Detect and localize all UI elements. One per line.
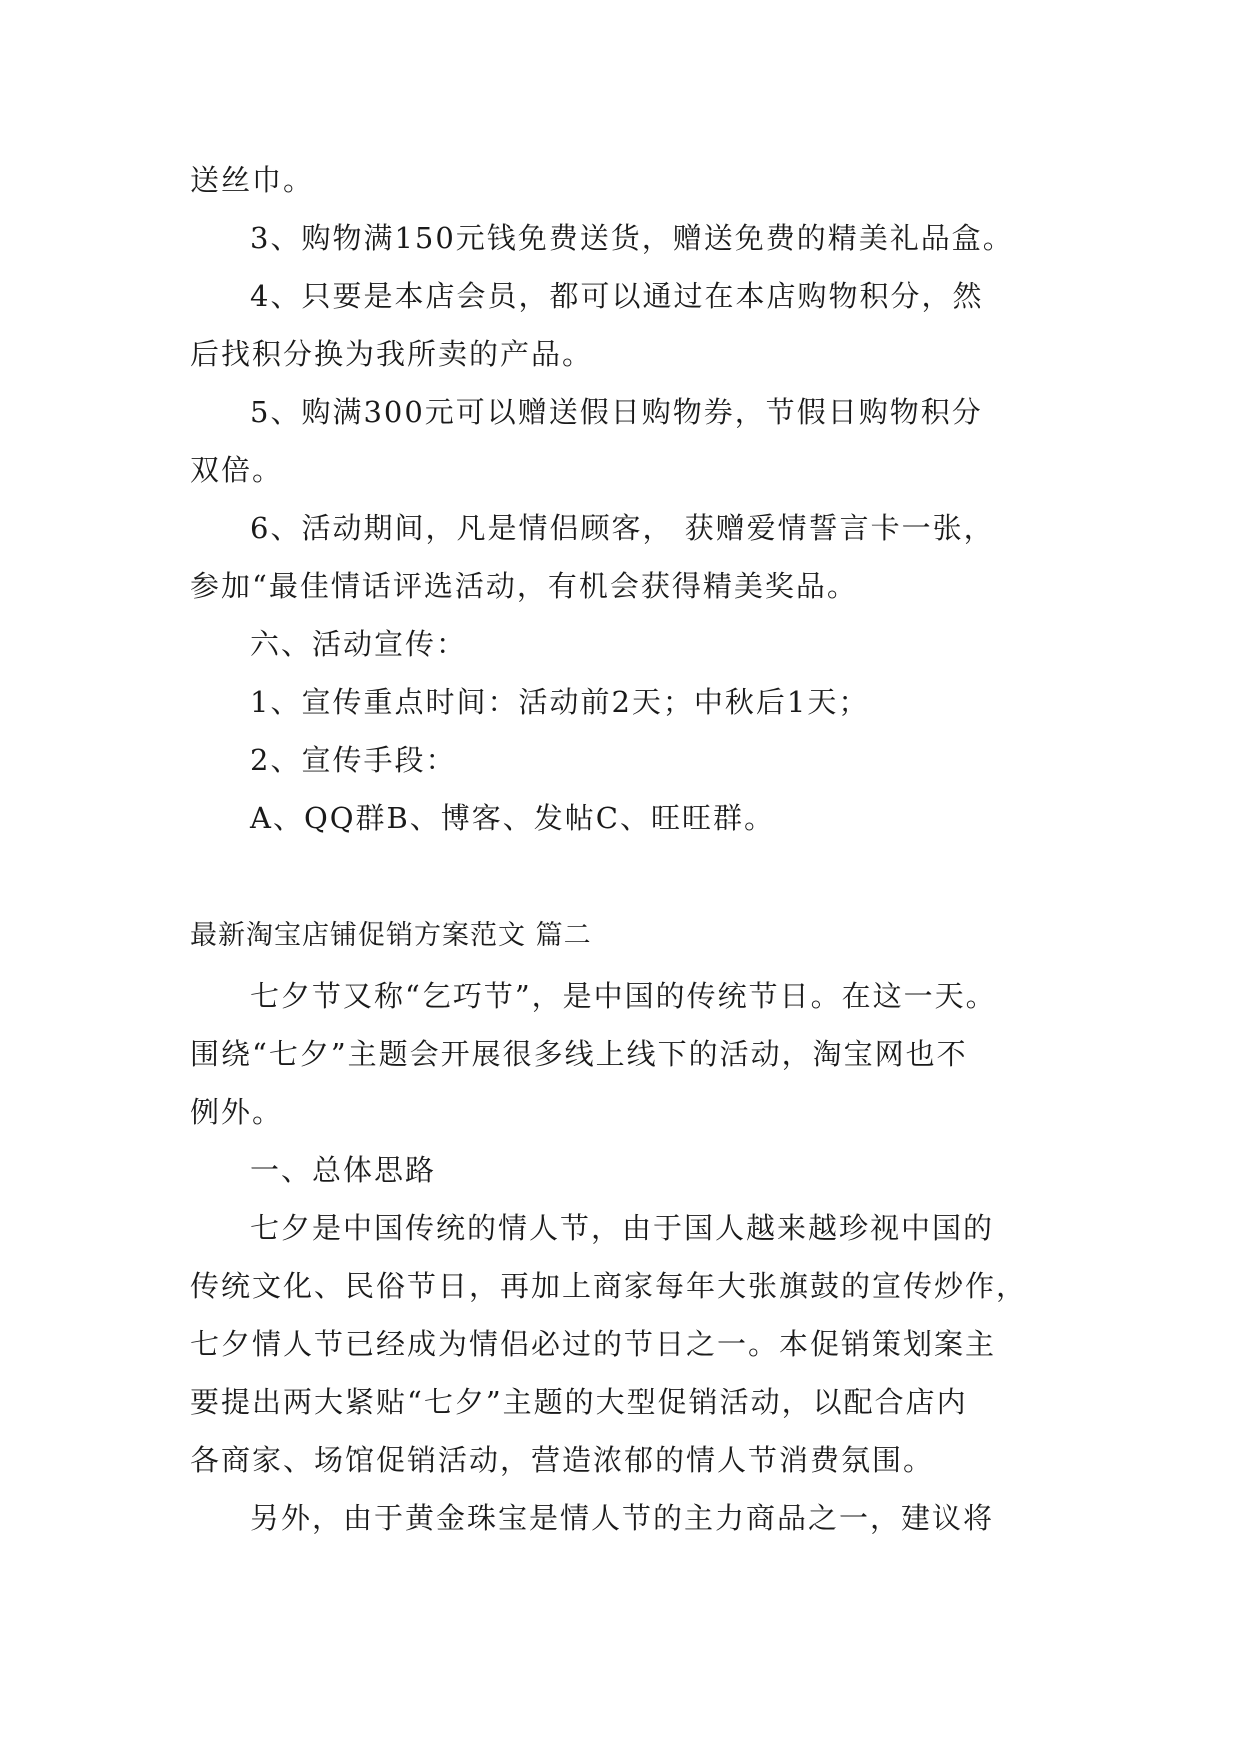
paragraph-line: 双倍。: [190, 453, 284, 487]
paragraph-line: 七夕节又称“乞巧节”，是中国的传统节日。在这一天。: [250, 979, 997, 1013]
paragraph-line: 例外。: [190, 1095, 284, 1129]
section-heading: 一、总体思路: [250, 1153, 437, 1187]
paragraph-line: 送丝巾。: [190, 163, 315, 197]
paragraph-line: 6、活动期间，凡是情侣顾客， 获赠爱情誓言卡一张，: [250, 511, 995, 545]
paragraph-line: 参加“最佳情话评选活动，有机会获得精美奖品。: [190, 569, 858, 603]
paragraph-line: 各商家、场馆促销活动，营造浓郁的情人节消费氛围。: [190, 1443, 935, 1477]
paragraph-line: 1、宣传重点时间：活动前2天；中秋后1天；: [250, 685, 870, 719]
paragraph-line: 4、只要是本店会员，都可以通过在本店购物积分，然: [250, 279, 984, 313]
section-heading: 六、活动宣传：: [250, 627, 468, 661]
paragraph-line: 2、宣传手段：: [250, 743, 457, 777]
article-title: 最新淘宝店铺促销方案范文 篇二: [190, 920, 592, 951]
paragraph-line: 七夕是中国传统的情人节，由于国人越来越珍视中国的: [250, 1211, 995, 1245]
paragraph-line: 围绕“七夕”主题会开展很多线上线下的活动，淘宝网也不: [190, 1037, 968, 1071]
paragraph-line: A、QQ群B、博客、发帖C、旺旺群。: [250, 801, 775, 835]
paragraph-line: 七夕情人节已经成为情侣必过的节日之一。本促销策划案主: [190, 1327, 997, 1361]
paragraph-line: 要提出两大紧贴“七夕”主题的大型促销活动，以配合店内: [190, 1385, 968, 1419]
paragraph-line: 另外，由于黄金珠宝是情人节的主力商品之一，建议将: [250, 1501, 995, 1535]
paragraph-line: 5、购满300元可以赠送假日购物券，节假日购物积分: [250, 395, 983, 429]
paragraph-line: 后找积分换为我所卖的产品。: [190, 337, 594, 371]
paragraph-line: 传统文化、民俗节日，再加上商家每年大张旗鼓的宣传炒作，: [190, 1269, 1028, 1303]
paragraph-line: 3、购物满150元钱免费送货，赠送免费的精美礼品盒。: [250, 221, 1014, 255]
